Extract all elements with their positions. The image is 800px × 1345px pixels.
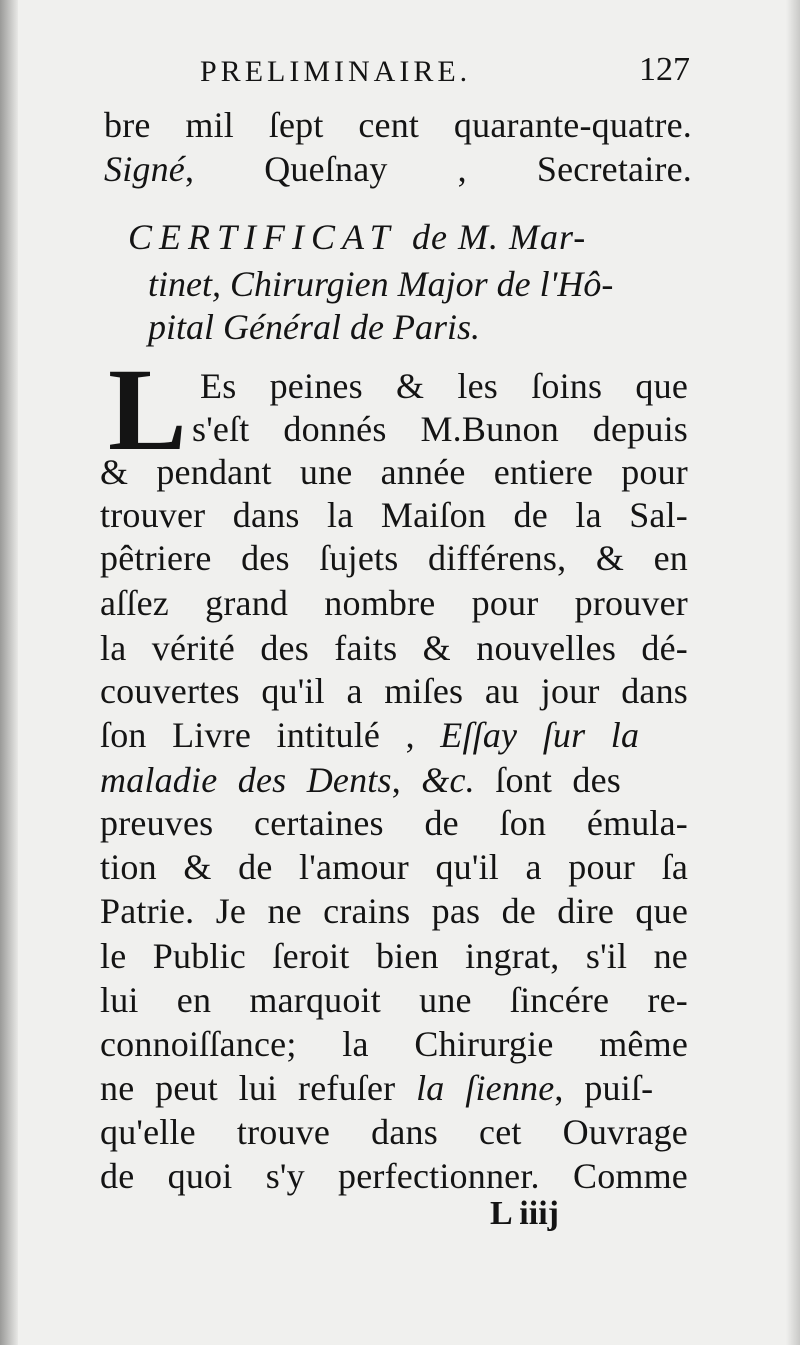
body-line-2: s'eſt donnés M.Bunon depuis xyxy=(192,409,688,449)
body-line-6: aſſez grand nombre pour prouver xyxy=(100,583,688,623)
body-line-16: connoiſſance; la Chirurgie même xyxy=(100,1024,688,1064)
body-line-11: preuves certaines de ſon émula- xyxy=(100,803,688,843)
body-line-12: tion & de l'amour qu'il a pour ſa xyxy=(100,847,688,887)
certificate-keyword: CERTIFICAT xyxy=(128,217,397,257)
et-cetera: &c. xyxy=(421,760,475,800)
certificate-title-line-3: pital Général de Paris. xyxy=(148,307,480,347)
body-line-17 xyxy=(100,1066,688,1110)
signature-mark: L iiij xyxy=(490,1195,559,1232)
body-line-10-rest: ſont des xyxy=(495,760,622,800)
body-line-13: Patrie. Je ne crains pas de dire que xyxy=(100,891,688,931)
body-line-17-roman: ne peut lui refuſer xyxy=(100,1068,396,1108)
body-line-15: lui en marquoit une ſincére re- xyxy=(100,980,688,1020)
body-line-1: Es peines & les ſoins que xyxy=(200,366,688,406)
body-line-3: & pendant une année entiere pour xyxy=(100,452,688,492)
body-line-10 xyxy=(100,758,688,802)
body-line-9-roman: ſon Livre intitulé , xyxy=(100,715,415,755)
body-line-5: pêtriere des ſujets différens, & en xyxy=(100,538,688,578)
body-line-9 xyxy=(100,713,688,757)
body-line-18: qu'elle trouve dans cet Ouvrage xyxy=(100,1112,688,1152)
book-title-part-2: maladie des Dents xyxy=(100,760,392,800)
certificate-title-line-2: tinet, Chirurgien Major de l'Hô- xyxy=(148,264,614,304)
signed-label: Signé xyxy=(104,149,185,189)
body-line-14: le Public ſeroit bien ingrat, s'il ne xyxy=(100,936,688,976)
book-title-part-1: Eſſay ſur la xyxy=(440,715,640,755)
running-title: PRELIMINAIRE. xyxy=(200,55,472,88)
body-line-19: de quoi s'y perfectionner. Comme xyxy=(100,1156,688,1196)
body-line-4: trouver dans la Maiſon de la Sal- xyxy=(100,495,688,535)
intro-line-1: bre mil ſept cent quarante-quatre. xyxy=(104,105,692,145)
intro-line-2 xyxy=(104,147,692,191)
body-line-8: couvertes qu'il a miſes au jour dans xyxy=(100,671,688,711)
drop-cap: L xyxy=(108,344,187,475)
body-line-7: la vérité des faits & nouvelles dé- xyxy=(100,628,688,668)
signed-rest: , Queſnay , Secretaire. xyxy=(184,149,692,189)
page-number: 127 xyxy=(639,51,690,88)
body-line-17-rest: , puiſ- xyxy=(554,1068,654,1108)
body-line-17-italic: la ſienne xyxy=(416,1068,555,1108)
page-header xyxy=(200,51,690,99)
certificate-title-line-1 xyxy=(128,215,586,259)
body-line-10-comma: , xyxy=(391,760,401,800)
certificate-title-continued: de M. Mar- xyxy=(412,217,587,257)
